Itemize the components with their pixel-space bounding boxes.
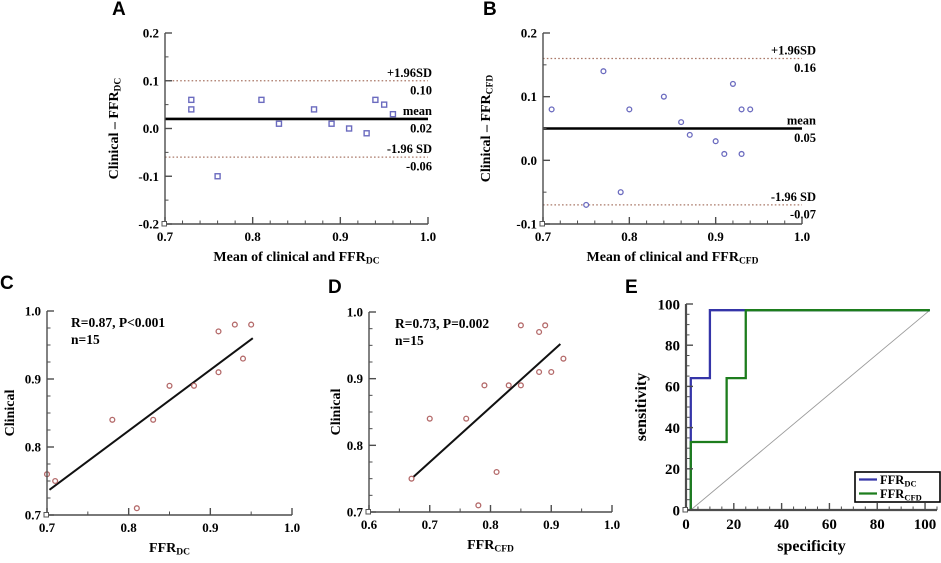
data-point [561, 356, 566, 361]
hline-label: +1.96SD [387, 65, 432, 80]
data-point [731, 82, 736, 87]
hline-value: 0.02 [410, 121, 432, 136]
data-point [276, 121, 281, 126]
hline-value: 0.10 [410, 83, 432, 98]
data-point [329, 121, 334, 126]
data-point [584, 203, 589, 208]
data-point [618, 190, 623, 195]
hline-label: +1.96SD [771, 43, 816, 58]
x-tick-label: 0.7 [421, 517, 438, 532]
legend-entry-label: $FFR_{CFD}$ [880, 487, 922, 503]
plot-corner-marker [683, 508, 688, 513]
x-tick-label: 0.9 [332, 229, 349, 244]
data-point [232, 322, 237, 327]
data-point [53, 479, 58, 484]
y-tick-label: 1.0 [24, 303, 41, 319]
data-point [679, 120, 684, 125]
data-point [189, 107, 194, 112]
y-tick-label: 0.8 [24, 439, 41, 455]
legend [855, 472, 940, 503]
hline-label: -1.96 SD [386, 142, 432, 157]
x-tick-label: 0.8 [482, 517, 499, 532]
y-tick-label: 0.1 [142, 73, 159, 89]
panel-label-e: E [625, 277, 638, 298]
data-point [518, 383, 523, 388]
stats-annotation: n=15 [71, 332, 100, 347]
y-tick-label: 0.2 [520, 25, 537, 41]
y-tick-label: 60 [665, 379, 680, 396]
y-tick-label: 0.7 [24, 507, 41, 523]
data-point [713, 139, 718, 144]
x-tick-label: 0.9 [202, 520, 219, 535]
data-point [464, 416, 469, 421]
plot-corner-marker [540, 222, 545, 227]
data-point [347, 126, 352, 131]
y-tick-label: 0.0 [142, 121, 159, 137]
x-tick-label: 0.8 [120, 520, 137, 535]
data-point [627, 107, 632, 112]
y-tick-label: -0.1 [516, 216, 537, 232]
y-axis-title: Clinical – FFRDC [107, 77, 124, 180]
y-tick-label: 0.7 [346, 504, 363, 520]
stats-annotation: R=0.73, P=0.002 [395, 316, 490, 331]
regression-line [412, 344, 561, 479]
data-point [722, 152, 727, 157]
data-point [549, 107, 554, 112]
hline-label: -1.96 SD [770, 189, 816, 204]
data-point [537, 330, 542, 335]
data-point [364, 131, 369, 136]
data-point [216, 370, 221, 375]
data-point [192, 383, 197, 388]
data-point [151, 417, 156, 422]
y-tick-label: 20 [665, 462, 680, 479]
data-point [189, 97, 194, 102]
data-point [543, 323, 548, 328]
stats-annotation: R=0.87, P<0.001 [71, 315, 166, 330]
x-tick-label: 0.7 [156, 229, 174, 244]
x-axis-title: Mean of clinical and FFRCFD [586, 250, 759, 267]
hline-label: mean [786, 113, 816, 128]
x-axis-title: FFRCFD [467, 538, 514, 555]
x-tick-label: 40 [774, 517, 790, 533]
hline-value: -0.06 [405, 159, 432, 174]
panel-label-c: C [0, 273, 14, 294]
y-tick-label: 0.9 [346, 371, 363, 387]
y-axis-title: sensitivity [633, 372, 650, 442]
regression-line [49, 338, 252, 490]
y-tick-label: -0.2 [138, 216, 159, 232]
data-point [167, 383, 172, 388]
y-tick-label: -0.1 [138, 168, 159, 184]
y-tick-label: 0.2 [142, 25, 159, 41]
y-tick-label: 40 [665, 420, 680, 437]
data-point [382, 102, 387, 107]
y-tick-label: 0.9 [24, 371, 41, 387]
x-tick-label: 0.6 [360, 517, 378, 532]
scatter-series [549, 69, 752, 208]
plot-corner-marker [44, 513, 49, 518]
x-tick-label: 0.8 [244, 229, 261, 244]
x-tick-label: 0.9 [707, 229, 724, 244]
x-tick-label: 0.7 [534, 229, 552, 244]
plot-corner-marker [162, 222, 167, 227]
panel-E-chart [622, 276, 941, 563]
panel-D-chart [322, 276, 622, 563]
data-point [259, 97, 264, 102]
data-point [476, 503, 481, 508]
data-point [312, 107, 317, 112]
x-tick-label: 1.0 [419, 229, 437, 244]
data-point [241, 356, 246, 361]
data-point [373, 97, 378, 102]
y-tick-label: 80 [665, 338, 680, 355]
hline-value: 0.05 [794, 131, 816, 145]
y-tick-label: 100 [657, 297, 680, 314]
y-tick-label: 0 [672, 503, 680, 520]
data-point [427, 416, 432, 421]
x-tick-label: 20 [726, 517, 742, 533]
y-tick-label: 0.8 [346, 437, 363, 453]
plot-corner-marker [366, 510, 371, 515]
data-point [390, 112, 395, 117]
x-axis-title: Mean of clinical and FFRDC [213, 250, 380, 267]
data-point [249, 322, 254, 327]
data-point [134, 506, 139, 511]
data-point [661, 94, 666, 99]
hline-value: -0.07 [789, 207, 816, 222]
data-point [739, 152, 744, 157]
x-tick-label: 80 [869, 517, 885, 533]
hline-value: 0.16 [794, 60, 816, 75]
x-tick-label: 0.8 [621, 229, 638, 244]
x-tick-label: 0 [682, 517, 690, 533]
panel-label-d: D [328, 277, 342, 298]
data-point [506, 383, 511, 388]
x-tick-label: 1.0 [603, 517, 621, 532]
y-axis-title: Clinical [3, 389, 18, 437]
x-axis-title: specificity [777, 538, 846, 555]
panel-label-a: A [112, 0, 126, 20]
data-point [687, 132, 692, 137]
data-point [110, 417, 115, 422]
scatter-series [189, 97, 396, 178]
data-point [216, 329, 221, 334]
y-axis-title: Clinical – FFRCFD [479, 74, 496, 183]
hline-label: mean [402, 103, 432, 118]
panel-B-chart [462, 0, 824, 276]
data-point [482, 383, 487, 388]
scatter-series [409, 323, 566, 508]
data-point [409, 476, 414, 481]
data-point [601, 69, 606, 74]
x-tick-label: 100 [913, 517, 937, 533]
x-tick-label: 1.0 [793, 229, 811, 244]
panel-A-chart [100, 0, 445, 276]
x-tick-label: 60 [821, 517, 837, 533]
y-tick-label: 1.0 [346, 304, 363, 320]
y-tick-label: 0.1 [520, 89, 537, 105]
x-axis-title: FFRDC [149, 541, 190, 558]
x-tick-label: 0.9 [543, 517, 560, 532]
legend-entry-label: $FFR_{DC}$ [880, 473, 917, 489]
panel-label-b: B [483, 0, 497, 20]
data-point [748, 107, 753, 112]
y-axis-title: Clinical [329, 388, 344, 436]
x-tick-label: 1.0 [283, 520, 301, 535]
data-point [518, 323, 523, 328]
data-point [739, 107, 744, 112]
x-tick-label: 0.7 [38, 520, 56, 535]
stats-annotation: n=15 [395, 333, 424, 348]
panel-C-chart [0, 273, 322, 563]
data-point [549, 370, 554, 375]
y-tick-label: 0.0 [520, 152, 537, 168]
data-point [494, 470, 499, 475]
data-point [537, 370, 542, 375]
data-point [215, 174, 220, 179]
